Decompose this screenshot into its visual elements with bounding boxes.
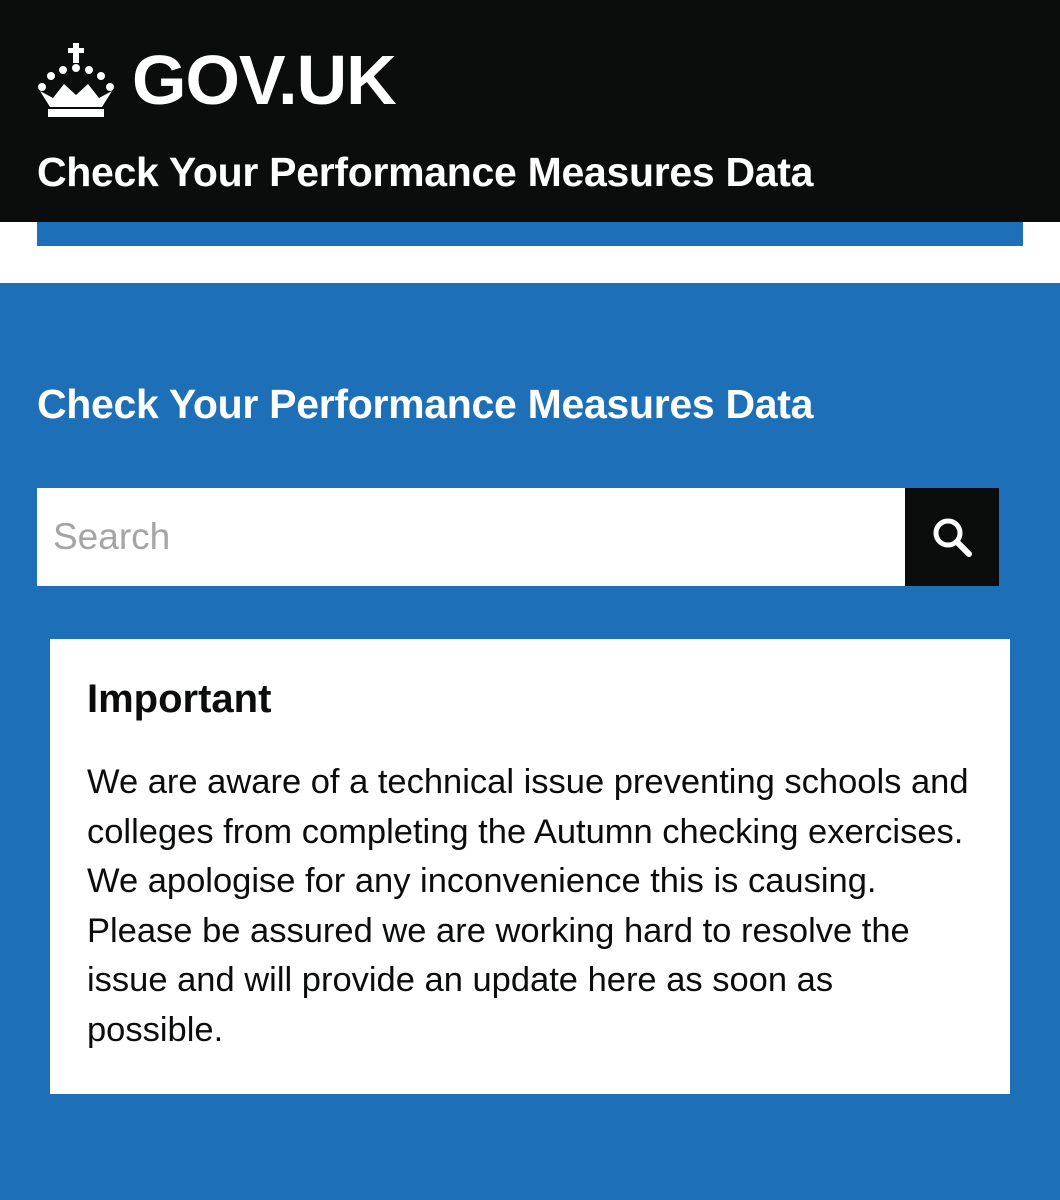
notice-title: Important — [87, 677, 272, 721]
service-name-link[interactable]: Check Your Performance Measures Data — [37, 149, 814, 195]
govuk-logo-link[interactable] — [36, 40, 396, 120]
page-title: Check Your Performance Measures Data — [37, 381, 814, 427]
search-icon — [930, 515, 974, 559]
search-input[interactable] — [37, 488, 905, 586]
main-content — [0, 283, 1060, 1200]
important-notice — [50, 639, 1010, 1094]
logo-text: GOV.UK — [132, 41, 396, 119]
crown-icon — [36, 41, 116, 119]
search-button[interactable] — [905, 488, 999, 586]
site-header — [0, 0, 1060, 222]
header-blue-stripe — [37, 222, 1023, 246]
notice-body: We are aware of a technical issue preventing schools and colleges from completing the Autumn checking exercises. We apologise for any inconvenience this is causing. Please be assured we are working hard to resolve the issue and will provide an update here as soon as possible. — [87, 763, 969, 1049]
